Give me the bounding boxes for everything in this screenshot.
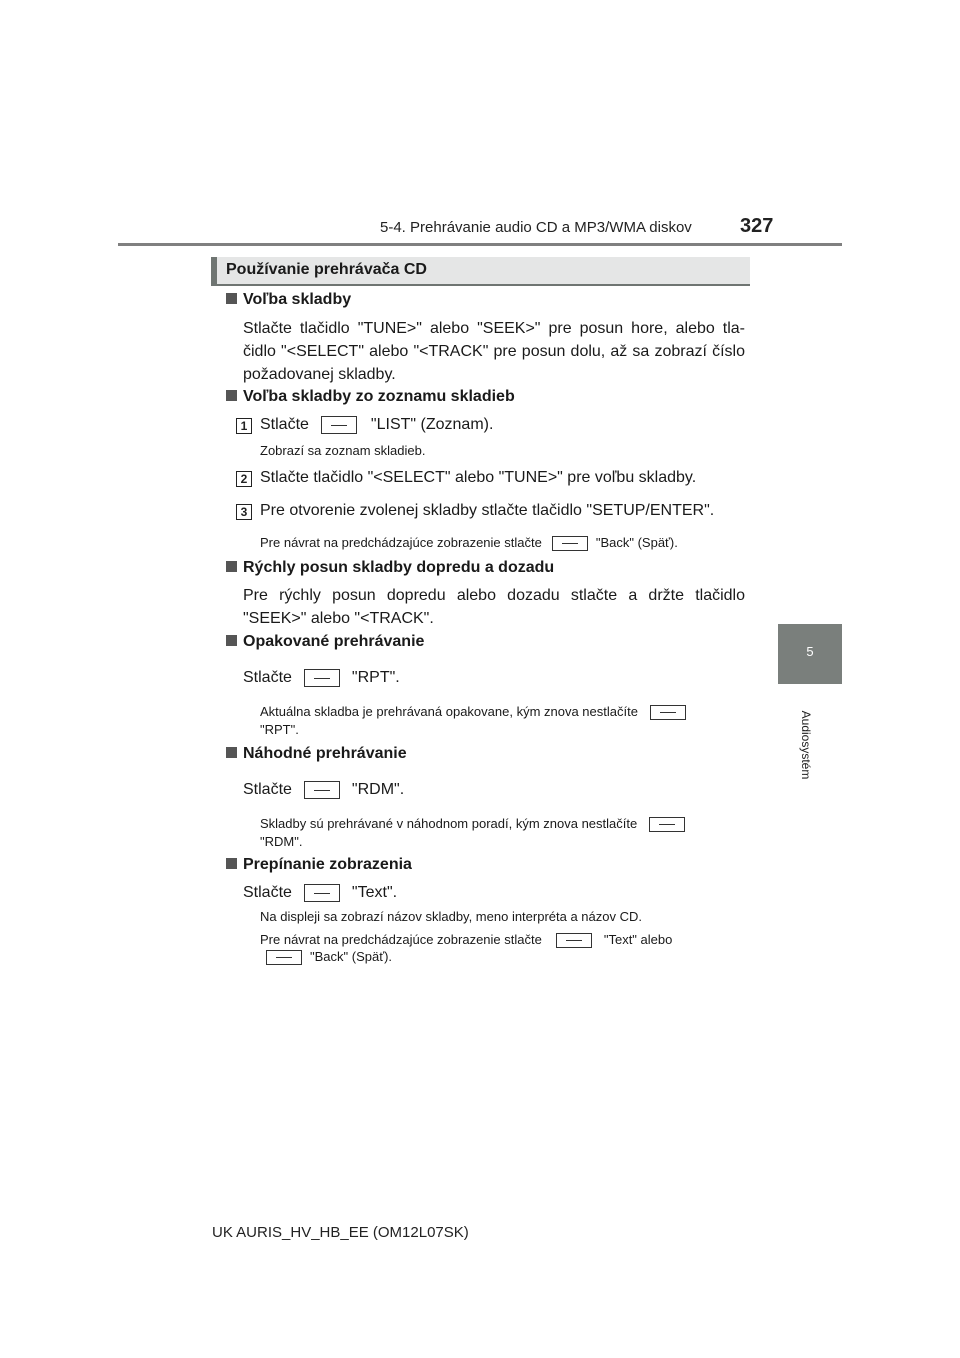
step-3-note xyxy=(260,534,678,552)
running-header-title: 5-4. Prehrávanie audio CD a MP3/WMA diskov xyxy=(380,219,692,236)
heading-text: Voľba skladby zo zoznamu skladieb xyxy=(243,388,515,405)
screen-button-icon xyxy=(304,884,340,902)
screen-button-icon xyxy=(304,669,340,687)
step-1-post: "LIST" (Zoznam). xyxy=(370,416,494,433)
step-number-1: 1 xyxy=(236,418,252,434)
display-post: "Text". xyxy=(351,884,398,901)
step-2-text: Stlačte tlačidlo "<SELECT" alebo "TUNE>" pre voľbu skladby. xyxy=(260,469,697,486)
screen-button-icon xyxy=(556,933,592,948)
header-rule xyxy=(118,243,842,246)
step-1-text xyxy=(260,413,493,436)
heading-display xyxy=(226,856,412,874)
chapter-label-text: Audiosystém xyxy=(799,710,813,780)
heading-text: Prepínanie zobrazenia xyxy=(243,856,412,873)
display-note-2-post: "Back" (Späť). xyxy=(310,949,393,964)
screen-button-icon xyxy=(552,536,588,551)
display-note-2-pre: Pre návrat na predchádzajúce zobrazenie stlačte xyxy=(260,932,542,947)
random-note xyxy=(260,815,746,851)
square-bullet-icon xyxy=(226,561,237,572)
random-note-pre: Skladby sú prehrávané v náhodnom poradí, kým znova nestlačíte xyxy=(260,816,638,831)
display-note-2-mid: "Text" alebo xyxy=(603,932,673,947)
section-underline xyxy=(211,284,750,286)
footer-model-code: UK AURIS_HV_HB_EE (OM12L07SK) xyxy=(212,1224,469,1241)
repeat-note-pre: Aktuálna skladba je prehrávaná opakovane, kým znova nestlačíte xyxy=(260,704,638,719)
square-bullet-icon xyxy=(226,390,237,401)
repeat-text xyxy=(243,666,400,689)
step-number-2: 2 xyxy=(236,471,252,487)
step-3-note-post: "Back" (Späť). xyxy=(595,535,678,550)
section-title-bar xyxy=(211,257,750,285)
chapter-label xyxy=(796,690,816,810)
square-bullet-icon xyxy=(226,635,237,646)
heading-fast xyxy=(226,559,554,577)
step-1-note: Zobrazí sa zoznam skladieb. xyxy=(260,443,426,458)
screen-button-icon xyxy=(321,416,357,434)
random-post: "RDM". xyxy=(351,781,405,798)
display-note-2 xyxy=(260,931,746,949)
screen-button-icon xyxy=(649,817,685,832)
display-text xyxy=(243,881,397,904)
heading-repeat xyxy=(226,633,424,651)
chapter-tab xyxy=(778,624,842,684)
heading-track-select xyxy=(226,291,351,309)
heading-text: Náhodné prehrávanie xyxy=(243,745,407,762)
fast-text: Pre rýchly posun dopredu alebo dozadu stlačte a držte tlačidlo "SEEK>" alebo "<TRACK". xyxy=(243,587,745,627)
random-note-post: "RDM". xyxy=(260,834,303,849)
step-3-text: Pre otvorenie zvolenej skladby stlačte tlačidlo "SETUP/ENTER". xyxy=(260,502,715,519)
display-pre: Stlačte xyxy=(243,884,292,901)
repeat-note-post: "RPT". xyxy=(260,722,299,737)
square-bullet-icon xyxy=(226,747,237,758)
step-1-pre: Stlačte xyxy=(260,416,309,433)
screen-button-icon xyxy=(266,950,302,965)
square-bullet-icon xyxy=(226,293,237,304)
page-number: 327 xyxy=(740,215,774,237)
heading-random xyxy=(226,745,407,763)
chapter-number: 5 xyxy=(806,644,814,659)
track-select-text: Stlačte tlačidlo "TUNE>" alebo "SEEK>" pre posun hore, alebo tla-čidlo "<SELECT" alebo "<TRACK" pre posun dolu, až sa zobrazí číslo požadovanej skladby. xyxy=(243,320,745,383)
random-text xyxy=(243,778,404,801)
repeat-pre: Stlačte xyxy=(243,669,292,686)
square-bullet-icon xyxy=(226,858,237,869)
step-number-3: 3 xyxy=(236,504,252,520)
heading-text: Rýchly posun skladby dopredu a dozadu xyxy=(243,559,555,576)
heading-text: Opakované prehrávanie xyxy=(243,633,425,650)
heading-track-list xyxy=(226,388,515,406)
screen-button-icon xyxy=(304,781,340,799)
step-3-note-pre: Pre návrat na predchádzajúce zobrazenie stlačte xyxy=(260,535,542,550)
heading-text: Voľba skladby xyxy=(243,291,352,308)
repeat-post: "RPT". xyxy=(351,669,400,686)
repeat-note xyxy=(260,703,746,739)
display-note-1: Na displeji sa zobrazí názov skladby, meno interpréta a názov CD. xyxy=(260,909,643,924)
random-pre: Stlačte xyxy=(243,781,292,798)
screen-button-icon xyxy=(650,705,686,720)
display-note-3 xyxy=(266,948,392,966)
section-title: Používanie prehrávača CD xyxy=(226,261,427,278)
